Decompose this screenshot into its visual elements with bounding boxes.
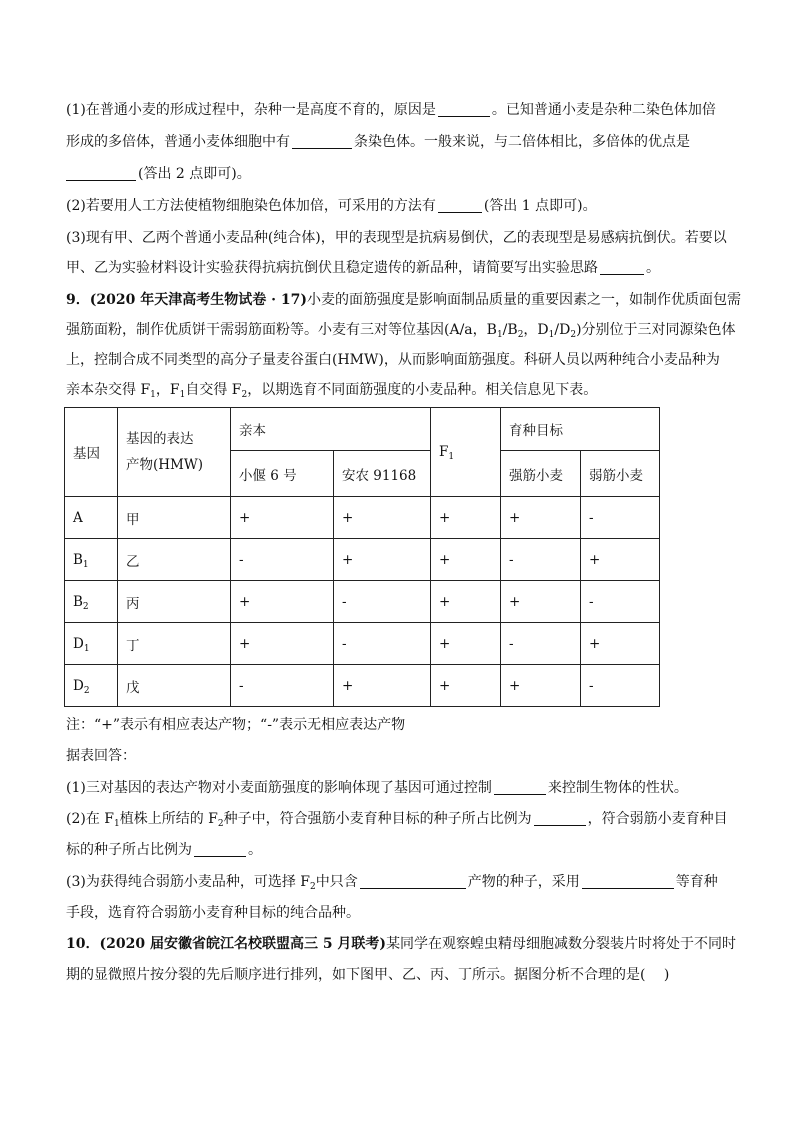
- subscript: 2: [517, 330, 524, 340]
- text: )分别位于三对同源染色体: [576, 322, 736, 338]
- question-number: 9．: [66, 292, 90, 308]
- cell-g1: -: [501, 539, 581, 581]
- cell-p1: +: [231, 581, 334, 623]
- text: (答出 1 点即可)。: [483, 198, 597, 214]
- text: D: [73, 677, 84, 694]
- text: (1)在普通小麦的形成过程中，杂种一是高度不育的，原因是: [66, 102, 436, 118]
- cell-product: 乙: [118, 539, 231, 581]
- q9-sub2-line2: [66, 840, 262, 860]
- cell-p1: +: [231, 497, 334, 539]
- answer-blank[interactable]: [292, 134, 352, 149]
- text: 中只含: [315, 874, 358, 890]
- text: 期的显微照片按分裂的先后顺序进行排列，如下图甲、乙、丙、丁所示。据图分析不合理的是( ): [66, 967, 670, 983]
- text: 来控制生物体的性状。: [547, 780, 688, 796]
- text: 标的种子所占比例为: [66, 842, 192, 858]
- header-parent-1: 小偃 6 号: [231, 451, 334, 497]
- header-gene: 基因: [65, 408, 118, 497]
- text: F: [439, 444, 449, 460]
- question-source: (2020 届安徽省皖江名校联盟高三 5 月联考): [99, 936, 387, 952]
- answer-blank[interactable]: [360, 874, 466, 889]
- text: 产物的种子，采用: [467, 874, 580, 890]
- subscript: 2: [310, 882, 316, 892]
- table-row: [65, 623, 660, 665]
- subscript: 2: [241, 390, 248, 400]
- cell-p2: +: [334, 665, 431, 707]
- text: 基因的表达: [126, 431, 194, 447]
- subscript: 2: [570, 330, 577, 340]
- cell-g2: -: [581, 497, 660, 539]
- answer-blank[interactable]: [494, 780, 546, 795]
- text: D: [73, 635, 84, 652]
- text: 手段，选育符合弱筋小麦育种目标的纯合品种。: [66, 905, 360, 921]
- header-parent-2: 安农 91168: [334, 451, 431, 497]
- cell-p2: +: [334, 539, 431, 581]
- text: 条染色体。一般来说，与二倍体相比，多倍体的优点是: [354, 134, 690, 150]
- cell-g2: +: [581, 623, 660, 665]
- q9-sub3-line1: [66, 872, 718, 892]
- answer-blank[interactable]: [534, 811, 586, 826]
- text: (3)现有甲、乙两个普通小麦品种(纯合体)，甲的表现型是抗病易倒伏，乙的表现型是易感病抗倒伏。若要以: [66, 230, 727, 246]
- header-goal: 育种目标: [501, 408, 660, 451]
- cell-p2: -: [334, 581, 431, 623]
- cell-p1: -: [231, 665, 334, 707]
- text: /D: [554, 322, 571, 338]
- text: 。: [248, 842, 262, 858]
- q9-line2: [66, 320, 736, 340]
- text: B: [73, 551, 83, 568]
- subscript: 2: [217, 819, 224, 829]
- text: 形成的多倍体，普通小麦体细胞中有: [66, 134, 290, 150]
- text: ，F: [155, 382, 180, 398]
- cell-gene: [65, 623, 118, 665]
- q9-sub3-line2: [66, 903, 360, 923]
- table-row: [65, 539, 660, 581]
- text: 甲、乙为实验材料设计实验获得抗病抗倒伏且稳定遗传的新品种，请简要写出实验思路: [66, 260, 598, 276]
- cell-f1: +: [431, 665, 501, 707]
- text: A: [73, 509, 83, 526]
- subscript: 1: [496, 330, 503, 340]
- q9-line1: [66, 290, 741, 310]
- cell-g1: +: [501, 497, 581, 539]
- text: /B: [502, 322, 518, 338]
- cell-gene: [65, 665, 118, 707]
- question-source: (2020 年天津高考生物试卷 · 17): [89, 292, 307, 308]
- q8-part1-line3: [66, 164, 251, 184]
- subscript: 1: [82, 559, 89, 570]
- answer-blank[interactable]: [66, 166, 136, 181]
- cell-product: 甲: [118, 497, 231, 539]
- text: 种子中，符合强筋小麦育种目标的种子所占比例为: [223, 811, 532, 827]
- text: (答出 2 点即可)。: [138, 166, 251, 182]
- subscript: 2: [83, 685, 90, 696]
- q9-line3: [66, 350, 720, 370]
- table-row: [65, 497, 660, 539]
- cell-g2: -: [581, 581, 660, 623]
- cell-product: 丁: [118, 623, 231, 665]
- subscript: 1: [83, 643, 90, 654]
- text: ，D: [523, 322, 549, 338]
- text: 某同学在观察蝗虫精母细胞减数分裂装片时将处于不同时: [386, 936, 737, 952]
- cell-g2: +: [581, 539, 660, 581]
- text: 亲本杂交得 F: [66, 382, 151, 398]
- subscript: 1: [448, 452, 455, 462]
- answer-blank[interactable]: [600, 260, 644, 275]
- cell-p2: +: [334, 497, 431, 539]
- cell-f1: +: [431, 623, 501, 665]
- cell-g2: -: [581, 665, 660, 707]
- q8-part1-line1: [66, 100, 716, 120]
- table-row: [65, 665, 660, 707]
- answer-blank[interactable]: [582, 874, 674, 889]
- text: 。已知普通小麦是杂种二染色体加倍: [491, 102, 716, 118]
- text: 植株上所结的 F: [119, 811, 218, 827]
- subscript: 1: [548, 330, 555, 340]
- header-parent: 亲本: [231, 408, 431, 451]
- q9-sub2-line1: [66, 809, 728, 829]
- cell-p1: -: [231, 539, 334, 581]
- text: ，符合弱筋小麦育种目: [587, 811, 728, 827]
- text: 自交得 F: [185, 382, 242, 398]
- cell-f1: +: [431, 497, 501, 539]
- cell-gene: [65, 581, 118, 623]
- text: (2)若要用人工方法使植物细胞染色体加倍，可采用的方法有: [66, 198, 436, 214]
- header-goal-weak: 弱筋小麦: [581, 451, 660, 497]
- q9-line4: [66, 380, 597, 400]
- header-goal-strong: 强筋小麦: [501, 451, 581, 497]
- answer-blank[interactable]: [438, 102, 490, 117]
- text: (1)三对基因的表达产物对小麦面筋强度的影响体现了基因可通过控制: [66, 780, 492, 796]
- q10-line1: [66, 934, 736, 954]
- gene-table: [64, 407, 660, 707]
- table-row: [65, 581, 660, 623]
- cell-product: 丙: [118, 581, 231, 623]
- text: 注：“+”表示有相应表达产物；“-”表示无相应表达产物: [66, 717, 406, 733]
- text: (3)为获得纯合弱筋小麦品种，可选择 F: [66, 874, 310, 890]
- cell-g1: +: [501, 581, 581, 623]
- subscript: 1: [179, 390, 186, 400]
- text: ，以期选育不同面筋强度的小麦品种。相关信息见下表。: [247, 382, 598, 398]
- q8-part2: [66, 196, 597, 216]
- table-note: [66, 715, 405, 735]
- text: 。: [646, 260, 660, 276]
- cell-g1: -: [501, 623, 581, 665]
- q8-part3-line2: [66, 258, 660, 278]
- answer-blank[interactable]: [194, 842, 246, 857]
- cell-product: 戊: [118, 665, 231, 707]
- question-number: 10．: [66, 936, 100, 952]
- q10-line2: [66, 965, 669, 985]
- text: 上，控制合成不同类型的高分子量麦谷蛋白(HMW)，从而影响面筋强度。科研人员以两种纯合小麦品种为: [66, 352, 720, 368]
- text: 据表回答：: [66, 748, 136, 764]
- cell-f1: +: [431, 539, 501, 581]
- header-product: [118, 408, 231, 497]
- cell-g1: +: [501, 665, 581, 707]
- table-header-row: [65, 408, 660, 451]
- text: 等育种: [675, 874, 718, 890]
- q9-sub1: [66, 778, 688, 798]
- text: 强筋面粉，制作优质饼干需弱筋面粉等。小麦有三对等位基因(A/a，B: [66, 322, 497, 338]
- subscript: 1: [150, 390, 156, 400]
- q8-part3-line1: [66, 228, 727, 248]
- subscript: 2: [82, 601, 89, 612]
- text: (2)在 F: [66, 811, 114, 827]
- cell-gene: [65, 539, 118, 581]
- answer-intro: [66, 746, 136, 766]
- text: 产物(HMW): [126, 457, 204, 473]
- text: B: [73, 593, 83, 610]
- cell-p1: +: [231, 623, 334, 665]
- cell-p2: -: [334, 623, 431, 665]
- cell-gene: [65, 497, 118, 539]
- header-f1: [431, 408, 501, 497]
- subscript: 1: [114, 819, 120, 829]
- text: 小麦的面筋强度是影响面制品质量的重要因素之一，如制作优质面包需: [306, 292, 741, 308]
- q8-part1-line2: [66, 132, 690, 152]
- cell-f1: +: [431, 581, 501, 623]
- answer-blank[interactable]: [438, 198, 482, 213]
